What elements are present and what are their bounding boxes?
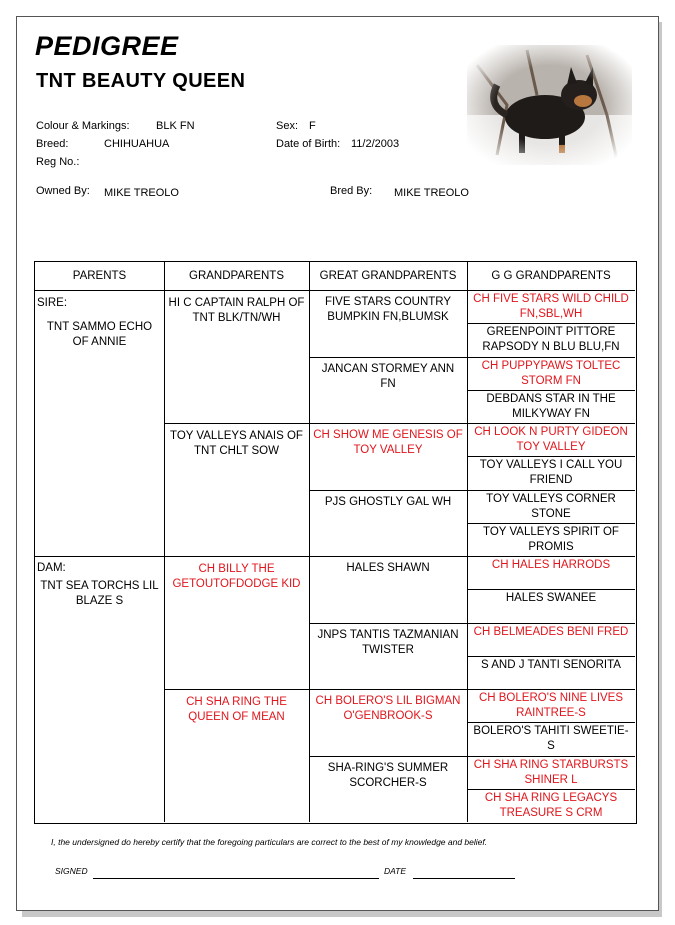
colour-label: Colour & Markings: xyxy=(36,120,130,132)
dog-name: TNT BEAUTY QUEEN xyxy=(36,70,246,92)
gg-grandparent-divider xyxy=(467,323,635,324)
gg-grandparent-name: BOLERO'S TAHITI SWEETIE-S xyxy=(473,725,629,753)
bred-label: Bred By: xyxy=(330,185,373,197)
gg-grandparent-name: HALES SWANEE xyxy=(505,592,597,605)
sire-dam-divider xyxy=(35,556,635,557)
gg-grandparent-name: TOY VALLEYS I CALL YOU FRIEND xyxy=(479,459,623,487)
gg-grandparent-name: GREENPOINT PITTORE RAPSODY N BLU BLU,FN xyxy=(482,326,620,354)
reg-label: Reg No.: xyxy=(36,156,80,168)
gg-grandparent-name: CH LOOK N PURTY GIDEON TOY VALLEY xyxy=(474,426,628,453)
great-grandparent-name: HALES SHAWN xyxy=(346,562,430,574)
gg-grandparent-divider xyxy=(467,789,635,790)
great-grandparent-divider xyxy=(309,357,635,358)
header-divider xyxy=(35,290,635,291)
owned-value: MIKE TREOLO xyxy=(104,187,179,199)
dam-name: TNT SEA TORCHS LIL BLAZE S xyxy=(40,580,159,607)
gg-grandparent-name: TOY VALLEYS SPIRIT OF PROMIS xyxy=(483,525,619,553)
dob-value: 11/2/2003 xyxy=(351,138,400,150)
date-line xyxy=(413,878,515,879)
column-header: PARENTS xyxy=(72,270,127,282)
great-grandparent-divider xyxy=(309,490,635,491)
gg-grandparent-divider xyxy=(467,523,635,524)
page-title: PEDIGREE xyxy=(35,31,179,61)
great-grandparent-name: SHA-RING'S SUMMER SCORCHER-S xyxy=(327,761,449,789)
dog-photo-illustration xyxy=(467,45,632,165)
breed-value: CHIHUAHUA xyxy=(104,138,170,150)
dam-label: DAM: xyxy=(37,562,66,574)
pedigree-page xyxy=(16,16,659,911)
gg-grandparent-divider xyxy=(467,589,635,590)
sire-label: SIRE: xyxy=(37,297,68,309)
grandparent-name: HI C CAPTAIN RALPH OF TNT BLK/TN/WH xyxy=(168,297,305,324)
gg-grandparent-name: CH FIVE STARS WILD CHILD FN,SBL,WH xyxy=(473,293,629,320)
gg-grandparent-divider xyxy=(467,722,635,723)
great-grandparent-name: PJS GHOSTLY GAL WH xyxy=(324,495,452,508)
gg-grandparent-name: CH BOLERO'S NINE LIVES RAINTREE-S xyxy=(478,692,624,719)
gg-grandparent-name: CH SHA RING STARBURSTS SHINER L xyxy=(473,758,629,786)
column-header: G G GRANDPARENTS xyxy=(491,270,611,282)
sire-name: TNT SAMMO ECHO OF ANNIE xyxy=(46,321,153,348)
column-header: GREAT GRANDPARENTS xyxy=(319,270,457,282)
great-grandparent-divider xyxy=(309,756,635,757)
gg-grandparent-name: CH HALES HARRODS xyxy=(491,559,611,571)
gg-grandparent-name: CH SHA RING LEGACYS TREASURE S CRM xyxy=(484,791,618,819)
gg-grandparent-name: S AND J TANTI SENORITA xyxy=(481,658,621,671)
owned-label: Owned By: xyxy=(36,185,90,197)
column-divider xyxy=(309,262,310,822)
grandparent-name: TOY VALLEYS ANAIS OF TNT CHLT SOW xyxy=(170,430,303,457)
gg-grandparent-divider xyxy=(467,656,635,657)
dog-photo xyxy=(467,45,632,165)
certification-text: I, the undersigned do hereby certify that the foregoing particulars are correct to the best of my knowledge and belief. xyxy=(51,837,488,847)
signed-label: SIGNED xyxy=(55,866,88,876)
sex-value: F xyxy=(309,120,316,132)
great-grandparent-name: JANCAN STORMEY ANN FN xyxy=(321,362,455,390)
gg-grandparent-name: DEBDANS STAR IN THE MILKYWAY FN xyxy=(486,392,616,420)
grandparent-name: CH BILLY THE GETOUTOFDODGE KID xyxy=(172,563,301,590)
great-grandparent-name: CH SHOW ME GENESIS OF TOY VALLEY xyxy=(313,429,463,456)
dob-label: Date of Birth: xyxy=(276,138,341,150)
gg-grandparent-name: CH PUPPYPAWS TOLTEC STORM FN xyxy=(481,359,621,387)
great-grandparent-name: CH BOLERO'S LIL BIGMAN O'GENBROOK-S xyxy=(315,695,461,722)
date-label: DATE xyxy=(384,866,407,876)
column-divider xyxy=(164,262,165,822)
grandparent-divider xyxy=(164,423,635,424)
gg-grandparent-divider xyxy=(467,390,635,391)
breed-label: Breed: xyxy=(36,138,69,150)
bred-value: MIKE TREOLO xyxy=(394,187,469,199)
gg-grandparent-name: TOY VALLEYS CORNER STONE xyxy=(486,492,616,520)
pedigree-table xyxy=(34,261,637,824)
grandparent-name: CH SHA RING THE QUEEN OF MEAN xyxy=(186,696,287,723)
grandparent-divider xyxy=(164,689,635,690)
colour-value: BLK FN xyxy=(156,120,195,132)
column-header: GRANDPARENTS xyxy=(189,270,284,282)
great-grandparent-divider xyxy=(309,623,635,624)
sex-label: Sex: xyxy=(276,120,299,132)
gg-grandparent-divider xyxy=(467,456,635,457)
great-grandparent-name: FIVE STARS COUNTRY BUMPKIN FN,BLUMSK xyxy=(324,296,452,323)
great-grandparent-name: JNPS TANTIS TAZMANIAN TWISTER xyxy=(317,628,459,656)
gg-grandparent-name: CH BELMEADES BENI FRED xyxy=(473,625,629,638)
signature-line xyxy=(93,878,379,879)
